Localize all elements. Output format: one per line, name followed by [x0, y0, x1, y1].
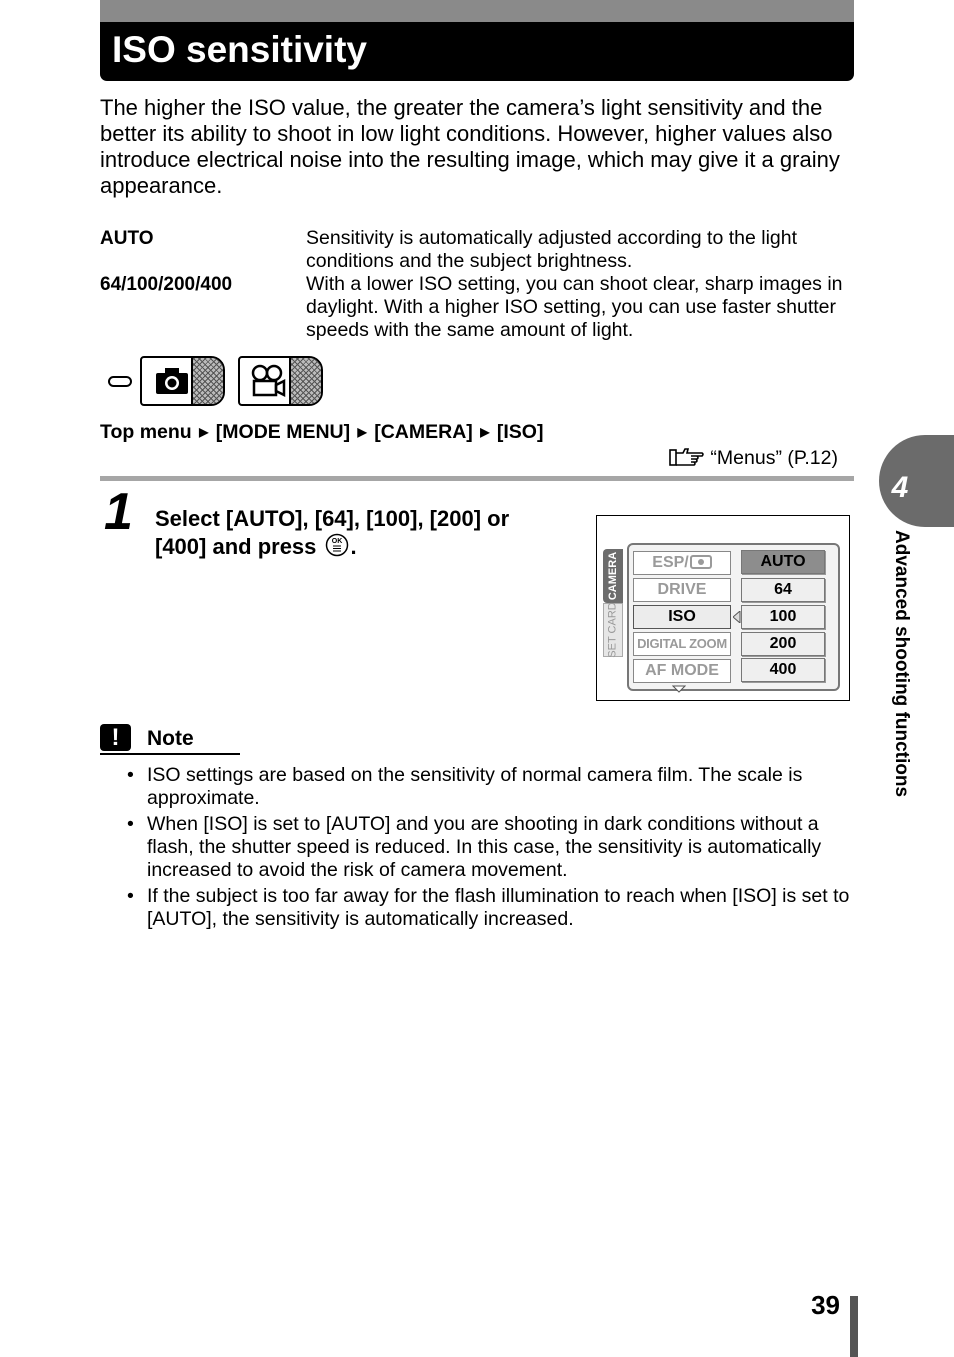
iso-value-100: 100 — [741, 605, 825, 629]
page-number: 39 — [811, 1290, 840, 1320]
note-heading: Note — [147, 727, 194, 750]
menu-path — [100, 420, 543, 444]
menu-path-item: [ISO] — [496, 421, 544, 443]
title-bar — [100, 0, 854, 81]
setting-term-auto: AUTO — [100, 228, 154, 249]
menu-item-esp: ESP/ — [633, 551, 731, 575]
menu-item-af-mode: AF MODE — [633, 659, 731, 683]
note-list — [100, 764, 860, 934]
menu-path-item: [MODE MENU] — [215, 421, 351, 443]
camera-icon — [154, 366, 190, 401]
scroll-down-icon — [672, 685, 686, 693]
chapter-label-wrap — [880, 530, 920, 860]
reference-hand-icon — [669, 447, 710, 469]
menu-reference-text: “Menus” (P.12) — [710, 447, 838, 469]
mode-dial-camera — [140, 356, 225, 406]
ok-button-icon — [325, 533, 349, 564]
spot-metering-icon — [690, 555, 712, 569]
step-instruction — [155, 505, 555, 564]
mode-dial-movie — [238, 356, 323, 406]
iso-value-400: 400 — [741, 658, 825, 682]
arrow-right-icon: ▶ — [199, 425, 209, 439]
tab-camera: CAMERA — [603, 549, 623, 603]
note-underline — [100, 753, 240, 755]
iso-value-200: 200 — [741, 632, 825, 656]
setting-desc-auto: Sensitivity is automatically adjusted according to the light conditions and the subject brightness. — [306, 227, 798, 272]
menu-path-start: Top menu — [100, 421, 192, 443]
title-strip — [100, 0, 854, 22]
dial-indicator-icon — [108, 376, 132, 387]
intro-paragraph: The higher the ISO value, the greater the camera’s light sensitivity and the better its ability to shoot in low light conditions. However, higher values also introduce electrical noise into the resulting image, which may give it a grainy appearance. — [100, 95, 840, 198]
page-title: ISO sensitivity — [112, 29, 367, 70]
menu-path-item: [CAMERA] — [374, 421, 473, 443]
step-number: 1 — [104, 483, 133, 541]
iso-value-auto: AUTO — [741, 550, 825, 574]
note-item: • ISO settings are based on the sensitivity of normal camera film. The scale is approximate. — [100, 764, 860, 810]
selection-pointer-icon — [733, 611, 741, 623]
iso-value-64: 64 — [741, 578, 825, 602]
note-item: • If the subject is too far away for the flash illumination to reach when [ISO] is set to [AUTO], the sensitivity is automatically increased. — [100, 885, 860, 931]
menu-reference — [669, 446, 838, 470]
setting-desc-values: With a lower ISO setting, you can shoot clear, sharp images in daylight. With a higher ISO setting, you can use faster shutter speeds with the same amount of light. — [306, 273, 843, 341]
step-text-end: . — [350, 534, 357, 559]
arrow-right-icon: ▶ — [357, 425, 367, 439]
page-number-bar — [850, 1296, 858, 1357]
setting-term-values: 64/100/200/400 — [100, 274, 233, 295]
tab-set-card: SET CARD — [603, 603, 623, 657]
menu-item-digital-zoom: DIGITAL ZOOM — [633, 632, 731, 656]
arrow-right-icon: ▶ — [480, 425, 490, 439]
movie-icon — [249, 364, 287, 403]
section-rule — [100, 476, 854, 481]
svg-text:OK: OK — [331, 538, 342, 545]
chapter-number: 4 — [891, 471, 909, 504]
menu-item-iso: ISO — [633, 605, 731, 629]
step-text: Select [AUTO], [64], [100], [200] or [400] and press — [155, 506, 510, 559]
note-item: • When [ISO] is set to [AUTO] and you are shooting in dark conditions without a flash, the shutter speed is reduced. In this case, the sensitivity is automatically increased to avoid the risk of camera movement. — [100, 813, 860, 882]
note-alert-icon: ! — [100, 724, 131, 751]
menu-item-drive: DRIVE — [633, 578, 731, 602]
chapter-label: Advanced shooting functions — [891, 530, 912, 798]
